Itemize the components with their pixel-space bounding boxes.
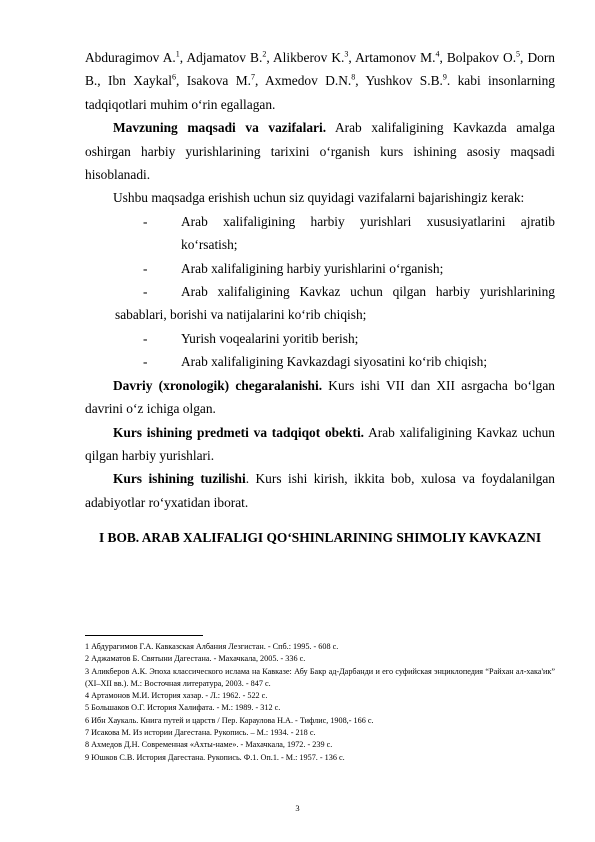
footnote-ref[interactable]: 4 [435, 49, 440, 59]
footnote-ref[interactable]: 9 [442, 72, 447, 82]
footnote: 2 Аджаматов Б. Святыни Дагестана. - Махачкала, 2005. - 336 с. [85, 654, 306, 664]
author-text: , Artamonov M. [348, 50, 436, 65]
task-item: - Arab xalifaligining Kavkazdagi siyosatini ko‘rib chiqish; [143, 354, 488, 370]
footnote-ref[interactable]: 1 [175, 49, 180, 59]
author-text: , Dorn B., Ibn Xaykal [85, 50, 555, 89]
footnote: 8 Ахмедов Д.Н. Современная «Ахты-наме». - Махачкала, 1972. - 239 с. [85, 740, 333, 750]
aim-paragraph [85, 116, 555, 186]
chrono-text: Kurs ishi VII dan XII asrgacha bo‘lgan davrini o‘z ichiga olgan. [85, 377, 555, 417]
footnote: 4 Артамонов М.И. История хазар. - Л.: 1962. - 522 с. [85, 691, 268, 701]
subject-text: Arab xalifaligining Kavkaz uchun qilgan harbiy yurishlari. [85, 424, 555, 463]
footnotes [85, 641, 555, 764]
author-text: , Alikberov K. [266, 50, 345, 65]
chrono-paragraph [85, 374, 555, 421]
document-body [85, 46, 555, 549]
chapter-heading: I BOB. ARAB XALIFALIGI QO‘SHINLARINING SHIMOLIY KAVKAZNI [98, 530, 542, 546]
aim-text: Arab xalifaligining Kavkazda amalga oshirgan harbiy yurishlarining tarixini o‘rganish kurs ishining asosiy maqsadi hisoblanadi. [85, 120, 555, 183]
footnote: 6 Ибн Хаукаль. Книга путей и царств / Пер. Караулова Н.А. - Тифлис, 1908,- 166 с. [85, 715, 374, 725]
aim-label: Mavzuning maqsadi va vazifalari. [113, 120, 327, 136]
task-item: - Yurish voqealarini yoritib berish; [143, 330, 359, 346]
footnote-ref[interactable]: 2 [262, 49, 267, 59]
author-text: , Isakova M. [175, 73, 251, 89]
author-text: , Bolpakov O. [439, 50, 517, 65]
footnote: 3 Аликберов А.К. Эпоха классического ислама на Кавказе: Абу Бакр ад-Дарбанди и его суфийская энциклопедия “Райхан ал-хака'ик” (XI–XII вв.). М.: Восточная литература, 2003. - 847 с. [85, 666, 555, 688]
footnote-ref[interactable]: 8 [351, 72, 356, 82]
subject-label: Kurs ishining predmeti va tadqiqot obekti. [113, 424, 365, 440]
page-number: 3 [295, 803, 300, 813]
subject-paragraph [85, 421, 555, 468]
footnote: 7 Исакова М. Из истории Дагестана. Рукопись. – М.: 1934. - 218 с. [85, 728, 316, 738]
tasks-intro: Ushbu maqsadga erishish uchun siz quyidagi vazifalarni bajarishingiz kerak: [113, 190, 525, 206]
structure-paragraph [85, 467, 555, 514]
structure-text: . Kurs ishi kirish, ikkita bob, xulosa va foydalanilgan adabiyotlar ro‘yxatidan iborat. [85, 471, 556, 510]
footnote-ref[interactable]: 7 [251, 72, 255, 82]
footnote-ref[interactable]: 3 [344, 49, 349, 59]
author-text: , Yushkov S.B. [355, 73, 443, 89]
author-text: , Axmedov D.N. [255, 73, 352, 89]
task-item: - Arab xalifaligining harbiy yurishlarini o‘rganish; [143, 260, 444, 276]
task-item: - Arab xalifaligining Kavkaz uchun qilgan harbiy yurishlarining sabablari, borishi va natijalarini ko‘rib chiqish; [115, 284, 555, 323]
author-text: , Adjamatov B. [179, 50, 263, 65]
chrono-label: Davriy (xronologik) chegaralanishi. [113, 377, 323, 393]
footnote: 5 Большаков О.Г. История Халифата. - М.: 1989. - 312 с. [85, 703, 281, 713]
footnote: 1 Абдурагимов Г.А. Кавказская Албания Лезгистан. - Спб.: 1995. - 608 с. [85, 642, 339, 651]
footnote-divider [85, 635, 203, 636]
footnote-ref[interactable]: 5 [516, 49, 521, 59]
task-item: - Arab xalifaligining harbiy yurishlari xususiyatlarini ajratib ko‘rsatish; [143, 213, 555, 253]
structure-label: Kurs ishining tuzilishi [113, 471, 246, 487]
footnote-ref[interactable]: 6 [171, 72, 176, 82]
authors-paragraph [85, 46, 555, 116]
author-text: Abduragimov A. [85, 50, 176, 65]
footnote: 9 Юшков С.В. История Дагестана. Рукопись. Ф.1. Оп.1. - М.: 1957. - 136 с. [85, 752, 345, 762]
author-text: . kabi insonlarning tadqiqotlari muhim o‘rin egallagan. [85, 73, 556, 112]
